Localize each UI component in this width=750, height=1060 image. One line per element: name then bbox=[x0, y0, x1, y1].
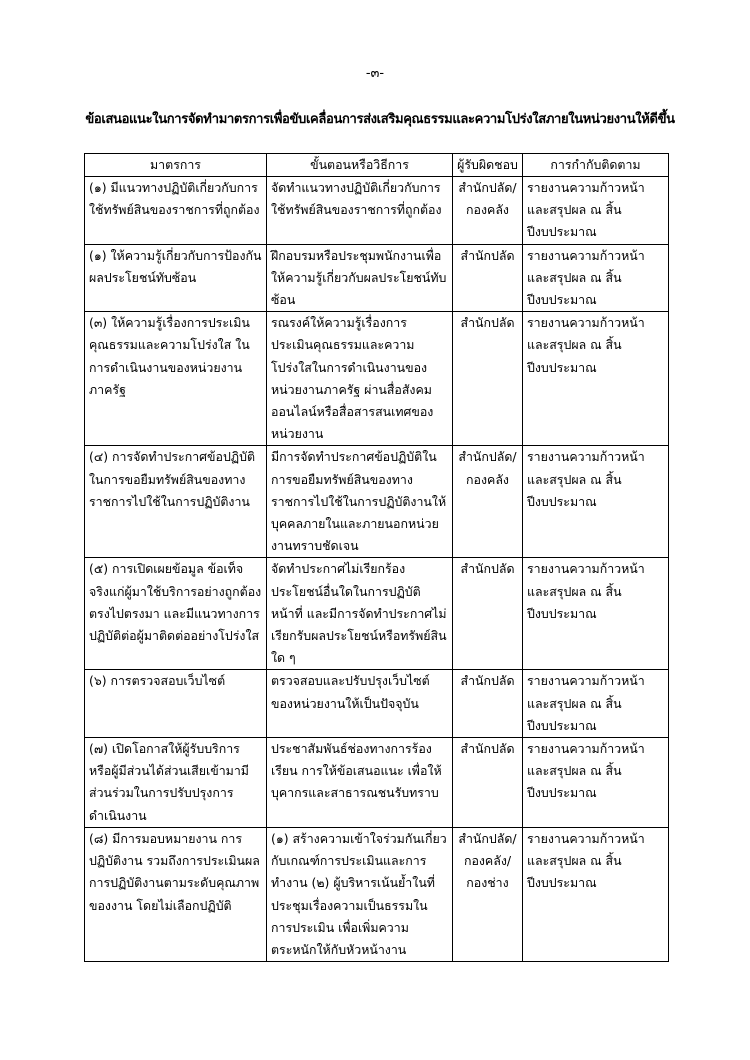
table-row bbox=[85, 558, 669, 670]
cell-measure: (๓) ให้ความรู้เรื่องการประเมินคุณธรรมและความโปร่งใส ในการดำเนินงานของหน่วยงานภาครัฐ bbox=[85, 312, 267, 446]
cell-monitoring: รายงานความก้าวหน้าและสรุปผล ณ สิ้นปีงบประมาณ bbox=[523, 446, 669, 558]
responsible-unit: กองคลัง bbox=[466, 471, 509, 487]
responsible-unit: สำนักปลัด/ bbox=[458, 180, 517, 195]
cell-monitoring: รายงานความก้าวหน้าและสรุปผล ณ สิ้นปีงบประมาณ bbox=[523, 738, 669, 828]
responsible-unit: สำนักปลัด bbox=[460, 673, 515, 689]
responsible-unit: สำนักปลัด bbox=[460, 741, 515, 757]
table-row bbox=[85, 244, 669, 312]
cell-method: รณรงค์ให้ความรู้เรื่องการประเมินคุณธรรมและความโปร่งใสในการดำเนินงานของหน่วยงานภาครัฐ ผ่านสื่อสังคมออนไลน์หรือสื่อสารสนเทศของหน่วยงาน bbox=[267, 312, 453, 446]
cell-responsible bbox=[453, 738, 523, 828]
cell-responsible bbox=[453, 827, 523, 961]
responsible-unit: สำนักปลัด bbox=[460, 561, 515, 577]
cell-responsible bbox=[453, 670, 523, 738]
responsible-unit: สำนักปลัด/ bbox=[458, 449, 517, 465]
responsible-unit: สำนักปลัด bbox=[460, 247, 515, 263]
table-row bbox=[85, 446, 669, 558]
cell-method: ฝึกอบรมหรือประชุมพนักงานเพื่อให้ความรู้เกี่ยวกับผลประโยชน์ทับซ้อน bbox=[267, 244, 453, 312]
cell-method: ตรวจสอบและปรับปรุงเว็บไซต์ของหน่วยงานให้เป็นปัจจุบัน bbox=[267, 670, 453, 738]
cell-responsible bbox=[453, 446, 523, 558]
cell-measure: (๖) การตรวจสอบเว็บไซต์ bbox=[85, 670, 267, 738]
table-row bbox=[85, 738, 669, 828]
responsible-unit: สำนักปลัด bbox=[460, 315, 515, 331]
cell-responsible bbox=[453, 558, 523, 670]
cell-measure: (๑) มีแนวทางปฏิบัติเกี่ยวกับการใช้ทรัพย์สินของราชการที่ถูกต้อง bbox=[85, 177, 267, 245]
cell-monitoring: รายงานความก้าวหน้าและสรุปผล ณ สิ้นปีงบประมาณ bbox=[523, 558, 669, 670]
page-number: -๓- bbox=[365, 66, 385, 81]
cell-monitoring: รายงานความก้าวหน้าและสรุปผล ณ สิ้นปีงบประมาณ bbox=[523, 312, 669, 446]
cell-responsible bbox=[453, 312, 523, 446]
cell-monitoring: รายงานความก้าวหน้าและสรุปผล ณ สิ้นปีงบประมาณ bbox=[523, 177, 669, 245]
cell-method: ประชาสัมพันธ์ช่องทางการร้องเรียน การให้ข้อเสนอแนะ เพื่อให้บุคากรและสาธารณชนรับทราบ bbox=[267, 738, 453, 828]
cell-responsible bbox=[453, 177, 523, 245]
document-title: ข้อเสนอแนะในการจัดทำมาตรการเพื่อขับเคลื่อนการส่งเสริมคุณธรรมและความโปร่งใสภายในหน่วยงานให้ดีขึ้น bbox=[85, 112, 675, 127]
responsible-unit: กองคลัง bbox=[466, 202, 509, 218]
table-body bbox=[85, 177, 669, 962]
measures-table bbox=[84, 153, 669, 962]
responsible-unit: สำนักปลัด/ bbox=[458, 830, 517, 846]
responsible-unit: กองช่าง bbox=[466, 875, 509, 891]
cell-method: จัดทำประกาศไม่เรียกร้องประโยชน์อื่นใดในการปฏิบัติหน้าที่ และมีการจัดทำประกาศไม่เรียกรับผลประโยชน์หรือทรัพย์สินใด ๆ bbox=[267, 558, 453, 670]
table-row bbox=[85, 177, 669, 245]
cell-monitoring: รายงานความก้าวหน้าและสรุปผล ณ สิ้นปีงบประมาณ bbox=[523, 827, 669, 961]
cell-measure: (๔) การจัดทำประกาศข้อปฏิบัติในการขอยืมทรัพย์สินของทางราชการไปใช้ในการปฏิบัติงาน bbox=[85, 446, 267, 558]
cell-monitoring: รายงานความก้าวหน้าและสรุปผล ณ สิ้นปีงบประมาณ bbox=[523, 670, 669, 738]
table-row bbox=[85, 312, 669, 446]
table-header-row bbox=[85, 154, 669, 177]
responsible-unit: กองคลัง/ bbox=[463, 853, 512, 869]
cell-measure: (๘) มีการมอบหมายงาน การปฏิบัติงาน รวมถึงการประเมินผลการปฏิบัติงานตามระดับคุณภาพของงาน โดยไม่เลือกปฏิบัติ bbox=[85, 827, 267, 961]
cell-responsible bbox=[453, 244, 523, 312]
header-monitoring: การกำกับติดตาม bbox=[523, 154, 669, 177]
header-measure: มาตรการ bbox=[85, 154, 267, 177]
table-row bbox=[85, 827, 669, 961]
table-row bbox=[85, 670, 669, 738]
cell-measure: (๑) ให้ความรู้เกี่ยวกับการป้องกันผลประโยชน์ทับซ้อน bbox=[85, 244, 267, 312]
cell-measure: (๗) เปิดโอกาสให้ผู้รับบริการหรือผู้มีส่วนได้ส่วนเสียเข้ามามีส่วนร่วมในการปรับปรุงการดำเนินงาน bbox=[85, 738, 267, 828]
header-responsible: ผู้รับผิดชอบ bbox=[453, 154, 523, 177]
cell-method: (๑) สร้างความเข้าใจร่วมกันเกี่ยวกับเกณฑ์การประเมินและการทำงาน (๒) ผู้บริหารเน้นย้ำในที่ประชุมเรื่องความเป็นธรรมในการประเมิน เพื่อเพิ่มความตระหนักให้กับหัวหน้างาน bbox=[267, 827, 453, 961]
cell-method: มีการจัดทำประกาศข้อปฏิบัติในการขอยืมทรัพย์สินของทางราชการไปใช้ในการปฏิบัติงานให้บุคคลภายในและภายนอกหน่วยงานทราบชัดเจน bbox=[267, 446, 453, 558]
cell-measure: (๕) การเปิดเผยข้อมูล ข้อเท็จจริงแก่ผู้มาใช้บริการอย่างถูกต้อง ตรงไปตรงมา และมีแนวทางการปฏิบัติต่อผู้มาติดต่ออย่างโปร่งใส bbox=[85, 558, 267, 670]
cell-method: จัดทำแนวทางปฏิบัติเกี่ยวกับการใช้ทรัพย์สินของราชการที่ถูกต้อง bbox=[267, 177, 453, 245]
header-method: ขั้นตอนหรือวิธีการ bbox=[267, 154, 453, 177]
cell-monitoring: รายงานความก้าวหน้าและสรุปผล ณ สิ้นปีงบประมาณ bbox=[523, 244, 669, 312]
